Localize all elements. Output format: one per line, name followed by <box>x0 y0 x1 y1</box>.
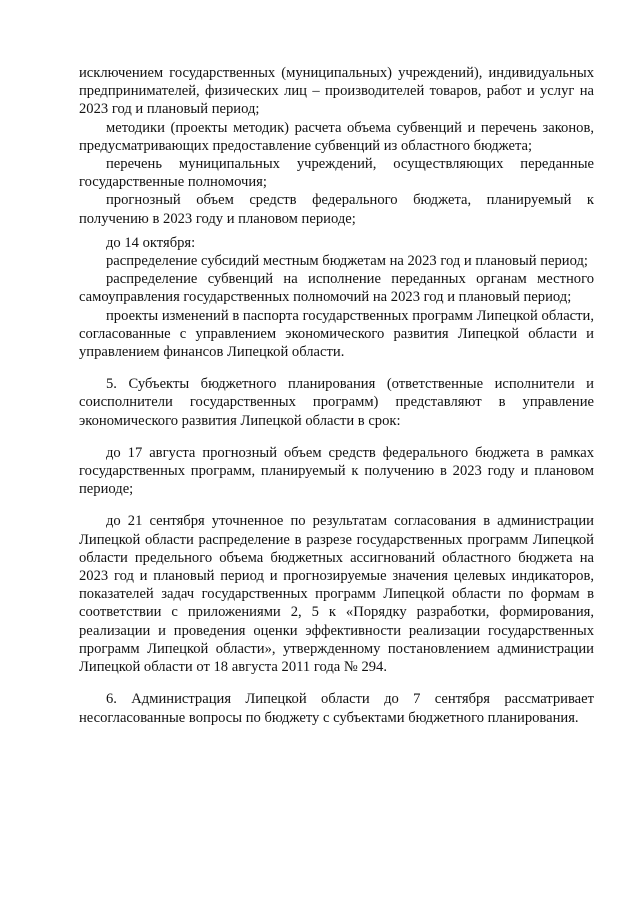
paragraph-deadline-oct14: до 14 октября: <box>106 234 196 251</box>
paragraph-item-5: 5. Субъекты бюджетного планирования (ответственные исполнители и соисполнители государственных программ) представляют в управление экономического развития Липецкой области в срок: <box>79 376 594 429</box>
document-page <box>79 64 594 727</box>
paragraph-municipal-institutions: перечень муниципальных учреждений, осуществляющих переданные государственные полномочия; <box>79 156 594 191</box>
paragraph-deadline-sep21: до 21 сентября уточненное по результатам согласования в администрации Липецкой области распределение в разрезе государственных программ Липецкой области предельного объема бюджетных ассигнований областного бюджета на 2023 год и плановый период и прогнозируемые значения целевых индикаторов, показателей задач государственных программ Липецкой области по формам в соответствии с приложениями 2, 5 к «Порядку разработки, формирования, реализации и проведения оценки эффективности реализации государственных программ Липецкой области», утвержденному постановлением администрации Липецкой области от 18 августа 2011 года № 294. <box>79 513 594 676</box>
paragraph-item-6: 6. Администрация Липецкой области до 7 сентября рассматривает несогласованные вопросы по бюджету с субъектами бюджетного планирования. <box>79 691 594 726</box>
paragraph-federal-funds-forecast: прогнозный объем средств федерального бюджета, планируемый к получению в 2023 году и плановом периоде; <box>79 192 594 227</box>
paragraph-deadline-aug17: до 17 августа прогнозный объем средств федерального бюджета в рамках государственных программ, планируемый к получению в 2023 году и плановом периоде; <box>79 444 594 498</box>
paragraph-passport-changes: проекты изменений в паспорта государственных программ Липецкой области, согласованные с управлением экономического развития Липецкой области и управлением финансов Липецкой области. <box>79 307 594 361</box>
paragraph-subvention-methods: методики (проекты методик) расчета объема субвенций и перечень законов, предусматривающих предоставление субвенций из областного бюджета; <box>79 119 594 154</box>
paragraph-subsidies-distribution: распределение субсидий местным бюджетам на 2023 год и плановый период; <box>106 253 588 270</box>
paragraph-continuation: исключением государственных (муниципальных) учреждений), индивидуальных предпринимателей, физических лиц – производителей товаров, работ и услуг на 2023 год и плановый период; <box>79 65 594 118</box>
paragraph-subventions-distribution: распределение субвенций на исполнение переданных органам местного самоуправления государственных полномочий на 2023 год и плановый период; <box>79 271 594 306</box>
